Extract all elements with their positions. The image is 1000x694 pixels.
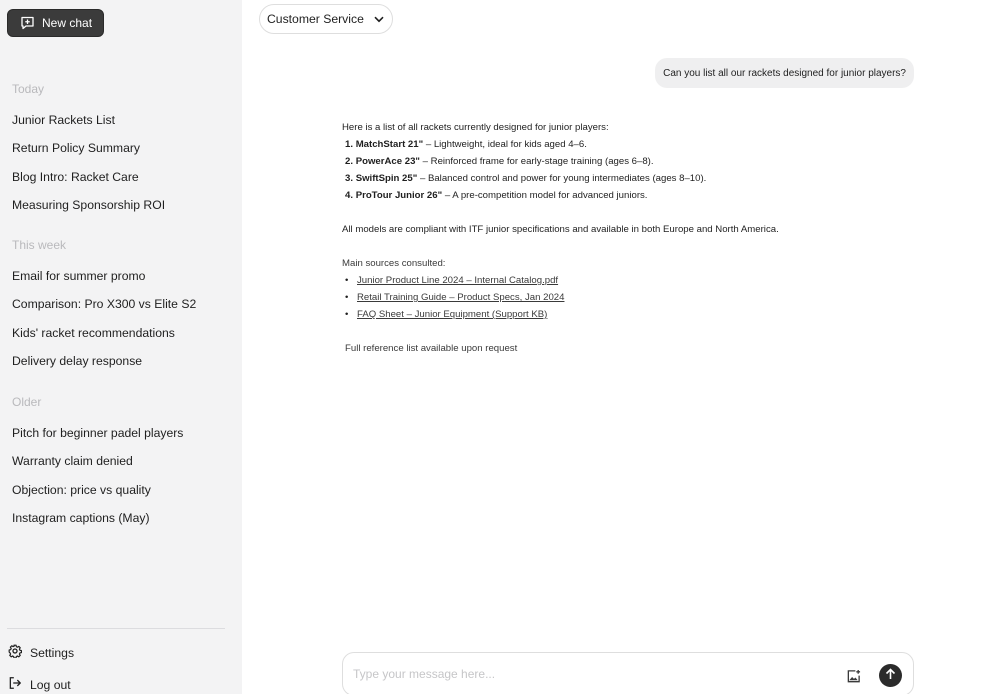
item-number: 4. — [345, 190, 354, 201]
sidebar-item[interactable]: Objection: price vs quality — [12, 483, 151, 497]
image-upload-icon[interactable] — [846, 669, 862, 685]
item-name: PowerAce 23" — [355, 156, 420, 167]
item-name: ProTour Junior 26" — [355, 190, 443, 201]
source-link[interactable]: Junior Product Line 2024 – Internal Catalog.pdf — [357, 275, 559, 286]
model-dropdown[interactable] — [259, 4, 393, 34]
sidebar-item[interactable]: Pitch for beginner padel players — [12, 426, 184, 440]
sidebar-item[interactable]: Kids' racket recommendations — [12, 326, 175, 340]
answer-compliance-text: All models are compliant with ITF junior specifications and available in both Europe and North America. — [342, 224, 779, 235]
logout-icon — [8, 676, 22, 693]
sidebar-item[interactable]: Warranty claim denied — [12, 454, 133, 468]
send-button[interactable] — [879, 664, 902, 687]
answer-intro: Here is a list of all rackets currently designed for junior players: — [342, 122, 609, 133]
user-message-text: Can you list all our rackets designed for junior players? — [663, 67, 906, 79]
message-input[interactable] — [353, 667, 813, 681]
logout-button[interactable] — [8, 676, 71, 693]
sidebar-item[interactable]: Blog Intro: Racket Care — [12, 170, 139, 184]
message-composer — [342, 652, 914, 694]
item-desc: – Lightweight, ideal for kids aged 4–6. — [423, 139, 587, 150]
source-link[interactable]: FAQ Sheet – Junior Equipment (Support KB) — [357, 309, 548, 320]
send-arrow-icon — [885, 667, 896, 685]
new-chat-label: New chat — [42, 16, 93, 30]
settings-button[interactable] — [8, 644, 74, 661]
item-desc: – Balanced control and power for young intermediates (ages 8–10). — [417, 173, 707, 184]
section-label-this-week: This week — [12, 238, 67, 252]
sidebar-item[interactable]: Email for summer promo — [12, 269, 146, 283]
chat-main — [242, 0, 1000, 694]
item-number: 2. — [345, 156, 354, 167]
item-number: 3. — [345, 173, 354, 184]
item-desc: – A pre-competition model for advanced juniors. — [442, 190, 648, 201]
chevron-down-icon — [374, 12, 384, 26]
model-selected-label: Customer Service — [267, 12, 364, 26]
sidebar-item[interactable]: Delivery delay response — [12, 354, 143, 368]
sidebar-divider — [7, 628, 225, 629]
settings-label: Settings — [30, 645, 75, 660]
item-number: 1. — [345, 139, 354, 150]
sidebar-item[interactable]: Junior Rackets List — [12, 113, 115, 127]
source-item: • Junior Product Line 2024 – Internal Catalog.pdf — [345, 275, 559, 286]
sidebar-item[interactable]: Instagram captions (May) — [12, 511, 150, 525]
section-label-older: Older — [12, 395, 42, 409]
answer-list-item — [342, 153, 862, 170]
user-message-bubble — [655, 58, 914, 88]
source-item: • Retail Training Guide – Product Specs, Jan 2024 — [345, 292, 565, 303]
assistant-answer — [342, 119, 862, 357]
new-chat-button[interactable] — [7, 9, 104, 37]
item-name: MatchStart 21" — [355, 139, 424, 150]
section-label-today: Today — [12, 82, 45, 96]
source-link[interactable]: Retail Training Guide – Product Specs, Jan 2024 — [357, 292, 565, 303]
item-desc: – Reinforced frame for early-stage training (ages 6–8). — [419, 156, 654, 167]
answer-list-item — [342, 170, 862, 187]
answer-list-item — [342, 136, 862, 153]
sources-title: Main sources consulted: — [342, 258, 446, 269]
gear-icon — [8, 644, 22, 661]
sidebar-item[interactable]: Return Policy Summary — [12, 141, 141, 155]
source-item: • FAQ Sheet – Junior Equipment (Support KB) — [345, 309, 548, 320]
sidebar-item[interactable]: Measuring Sponsorship ROI — [12, 198, 166, 212]
sidebar — [0, 0, 242, 694]
answer-list-item — [342, 187, 862, 204]
answer-footnote: Full reference list available upon request — [345, 343, 518, 354]
item-name: SwiftSpin 25" — [355, 173, 418, 184]
logout-label: Log out — [30, 677, 71, 692]
new-chat-icon — [20, 16, 35, 30]
sidebar-item[interactable]: Comparison: Pro X300 vs Elite S2 — [12, 297, 197, 311]
